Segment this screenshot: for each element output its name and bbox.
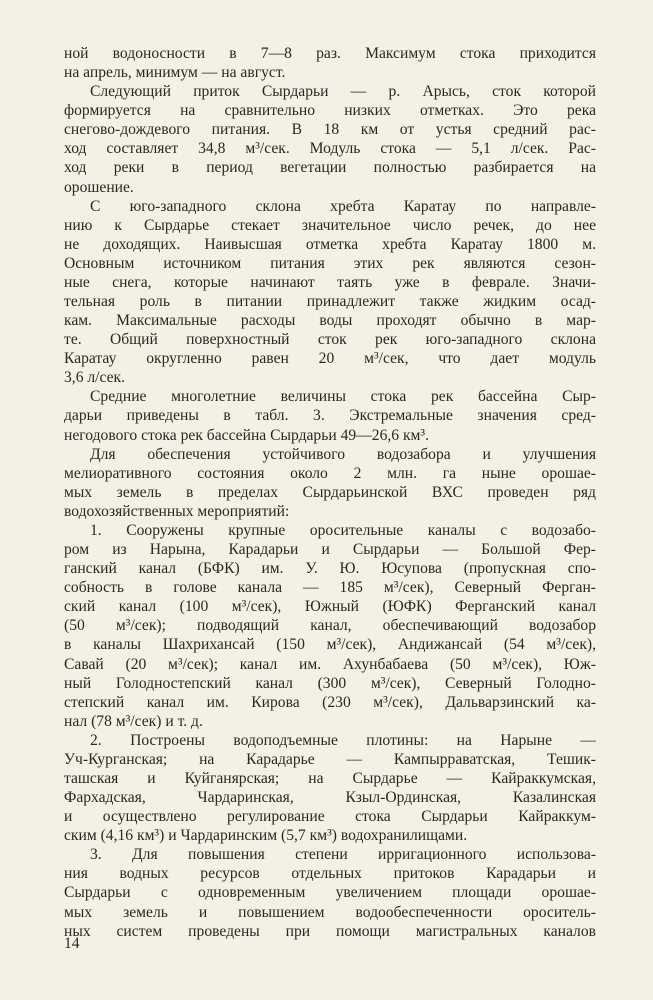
text-line: мых земель в пределах Сырдарьинской ВХС проведен ряд xyxy=(64,483,596,501)
text-line: ским (4,16 км³) и Чардаринским (5,7 км³) водохранилищами. xyxy=(64,827,468,845)
text-line: 2. Построены водоподъемные плотины: на Нарыне — xyxy=(90,731,596,749)
text-line: ганский канал (БФК) им. У. Ю. Юсупова (пропускная спо- xyxy=(64,560,596,578)
text-line: Каратау округленно равен 20 м³/сек, что дает модуль xyxy=(64,350,596,368)
text-line: (50 м³/сек); подводящий канал, обеспечивающий водозабор xyxy=(64,617,596,635)
text-line: ния водных ресурсов отдельных притоков Карадарьи и xyxy=(64,865,596,883)
text-line: Средние многолетние величины стока рек бассейна Сыр- xyxy=(90,388,596,406)
text-line: тельная роль в питании принадлежит также жидким осад- xyxy=(64,293,596,311)
text-line: ход составляет 34,8 м³/сек. Модуль стока — 5,1 л/сек. Рас- xyxy=(64,140,596,158)
text-line: собность в голове канала — 185 м³/сек), Северный Ферган- xyxy=(64,579,596,597)
text-line: орошение. xyxy=(64,178,134,196)
text-line: ход реки в период вегетации полностью разбирается на xyxy=(64,159,596,177)
text-line: не доходящих. Наивысшая отметка хребта Каратау 1800 м. xyxy=(64,235,596,253)
text-line: Сырдарьи с одновременным увеличением площади орошае- xyxy=(64,884,596,902)
text-line: Уч-Курганская; на Карадарье — Кампырраватская, Тешик- xyxy=(64,750,596,768)
text-line: ташская и Куйганярская; на Сырдарье — Кайраккумская, xyxy=(64,769,596,787)
text-line: формируется на сравнительно низких отметках. Это река xyxy=(64,102,596,120)
text-line: нал (78 м³/сек) и т. д. xyxy=(64,712,203,730)
text-line: Фархадская, Чардаринская, Кзыл-Ординская, Казалинская xyxy=(64,789,596,807)
text-line: степский канал им. Кирова (230 м³/сек), Дальварзинский ка- xyxy=(64,693,596,711)
text-line: 3. Для повышения степени ирригационного использова- xyxy=(90,846,596,864)
page-number: 14 xyxy=(64,935,80,952)
text-line: в каналы Шахрихансай (150 м³/сек), Андижансай (54 м³/сек), xyxy=(64,636,596,654)
text-line: снегово-дождевого питания. В 18 км от устья средний рас- xyxy=(64,121,596,139)
text-line: Основным источником питания этих рек являются сезон- xyxy=(64,254,596,272)
text-line: на апрель, минимум — на август. xyxy=(64,64,286,82)
text-line: ные снега, которые начинают таять уже в феврале. Значи- xyxy=(64,273,596,291)
text-line: 3,6 л/сек. xyxy=(64,369,126,387)
text-line: Для обеспечения устойчивого водозабора и улучшения xyxy=(90,445,596,463)
text-line: ной водоносности в 7—8 раз. Максимум стока приходится xyxy=(64,45,596,62)
text-line: мелиоративного состояния около 2 млн. га ныне орошае- xyxy=(64,464,596,482)
text-line: ский канал (100 м³/сек), Южный (ЮФК) Ферганский канал xyxy=(64,598,596,616)
text-line: негодового стока рек бассейна Сырдарьи 49—26,6 км³. xyxy=(64,426,429,444)
text-line: ных систем проведены при помощи магистральных каналов xyxy=(64,922,596,940)
text-line: нию к Сырдарье стекает значительное число речек, до нее xyxy=(64,216,596,234)
text-line: С юго-западного склона хребта Каратау по направле- xyxy=(90,197,596,215)
text-line: ром из Нарына, Карадарьи и Сырдарьи — Большой Фер- xyxy=(64,541,596,559)
text-line: кам. Максимальные расходы воды проходят обычно в мар- xyxy=(64,312,596,330)
text-line: мых земель и повышением водообеспеченности ороситель- xyxy=(64,903,596,921)
body-text xyxy=(64,44,596,941)
text-line: Савай (20 м³/сек); канал им. Ахунбабаева (50 м³/сек), Юж- xyxy=(64,655,596,673)
text-line: ный Голодностепский канал (300 м³/сек), Северный Голодно- xyxy=(64,674,596,692)
text-line: и осуществлено регулирование стока Сырдарьи Кайраккум- xyxy=(64,808,596,826)
text-line: 1. Сооружены крупные оросительные каналы с водозабо- xyxy=(90,521,596,539)
text-line: водохозяйственных мероприятий: xyxy=(64,502,290,520)
text-line: дарьи приведены в табл. 3. Экстремальные значения сред- xyxy=(64,407,596,425)
text-line: Следующий приток Сырдарьи — р. Арысь, сток которой xyxy=(90,83,596,101)
text-line: те. Общий поверхностный сток рек юго-западного склона xyxy=(64,331,596,349)
